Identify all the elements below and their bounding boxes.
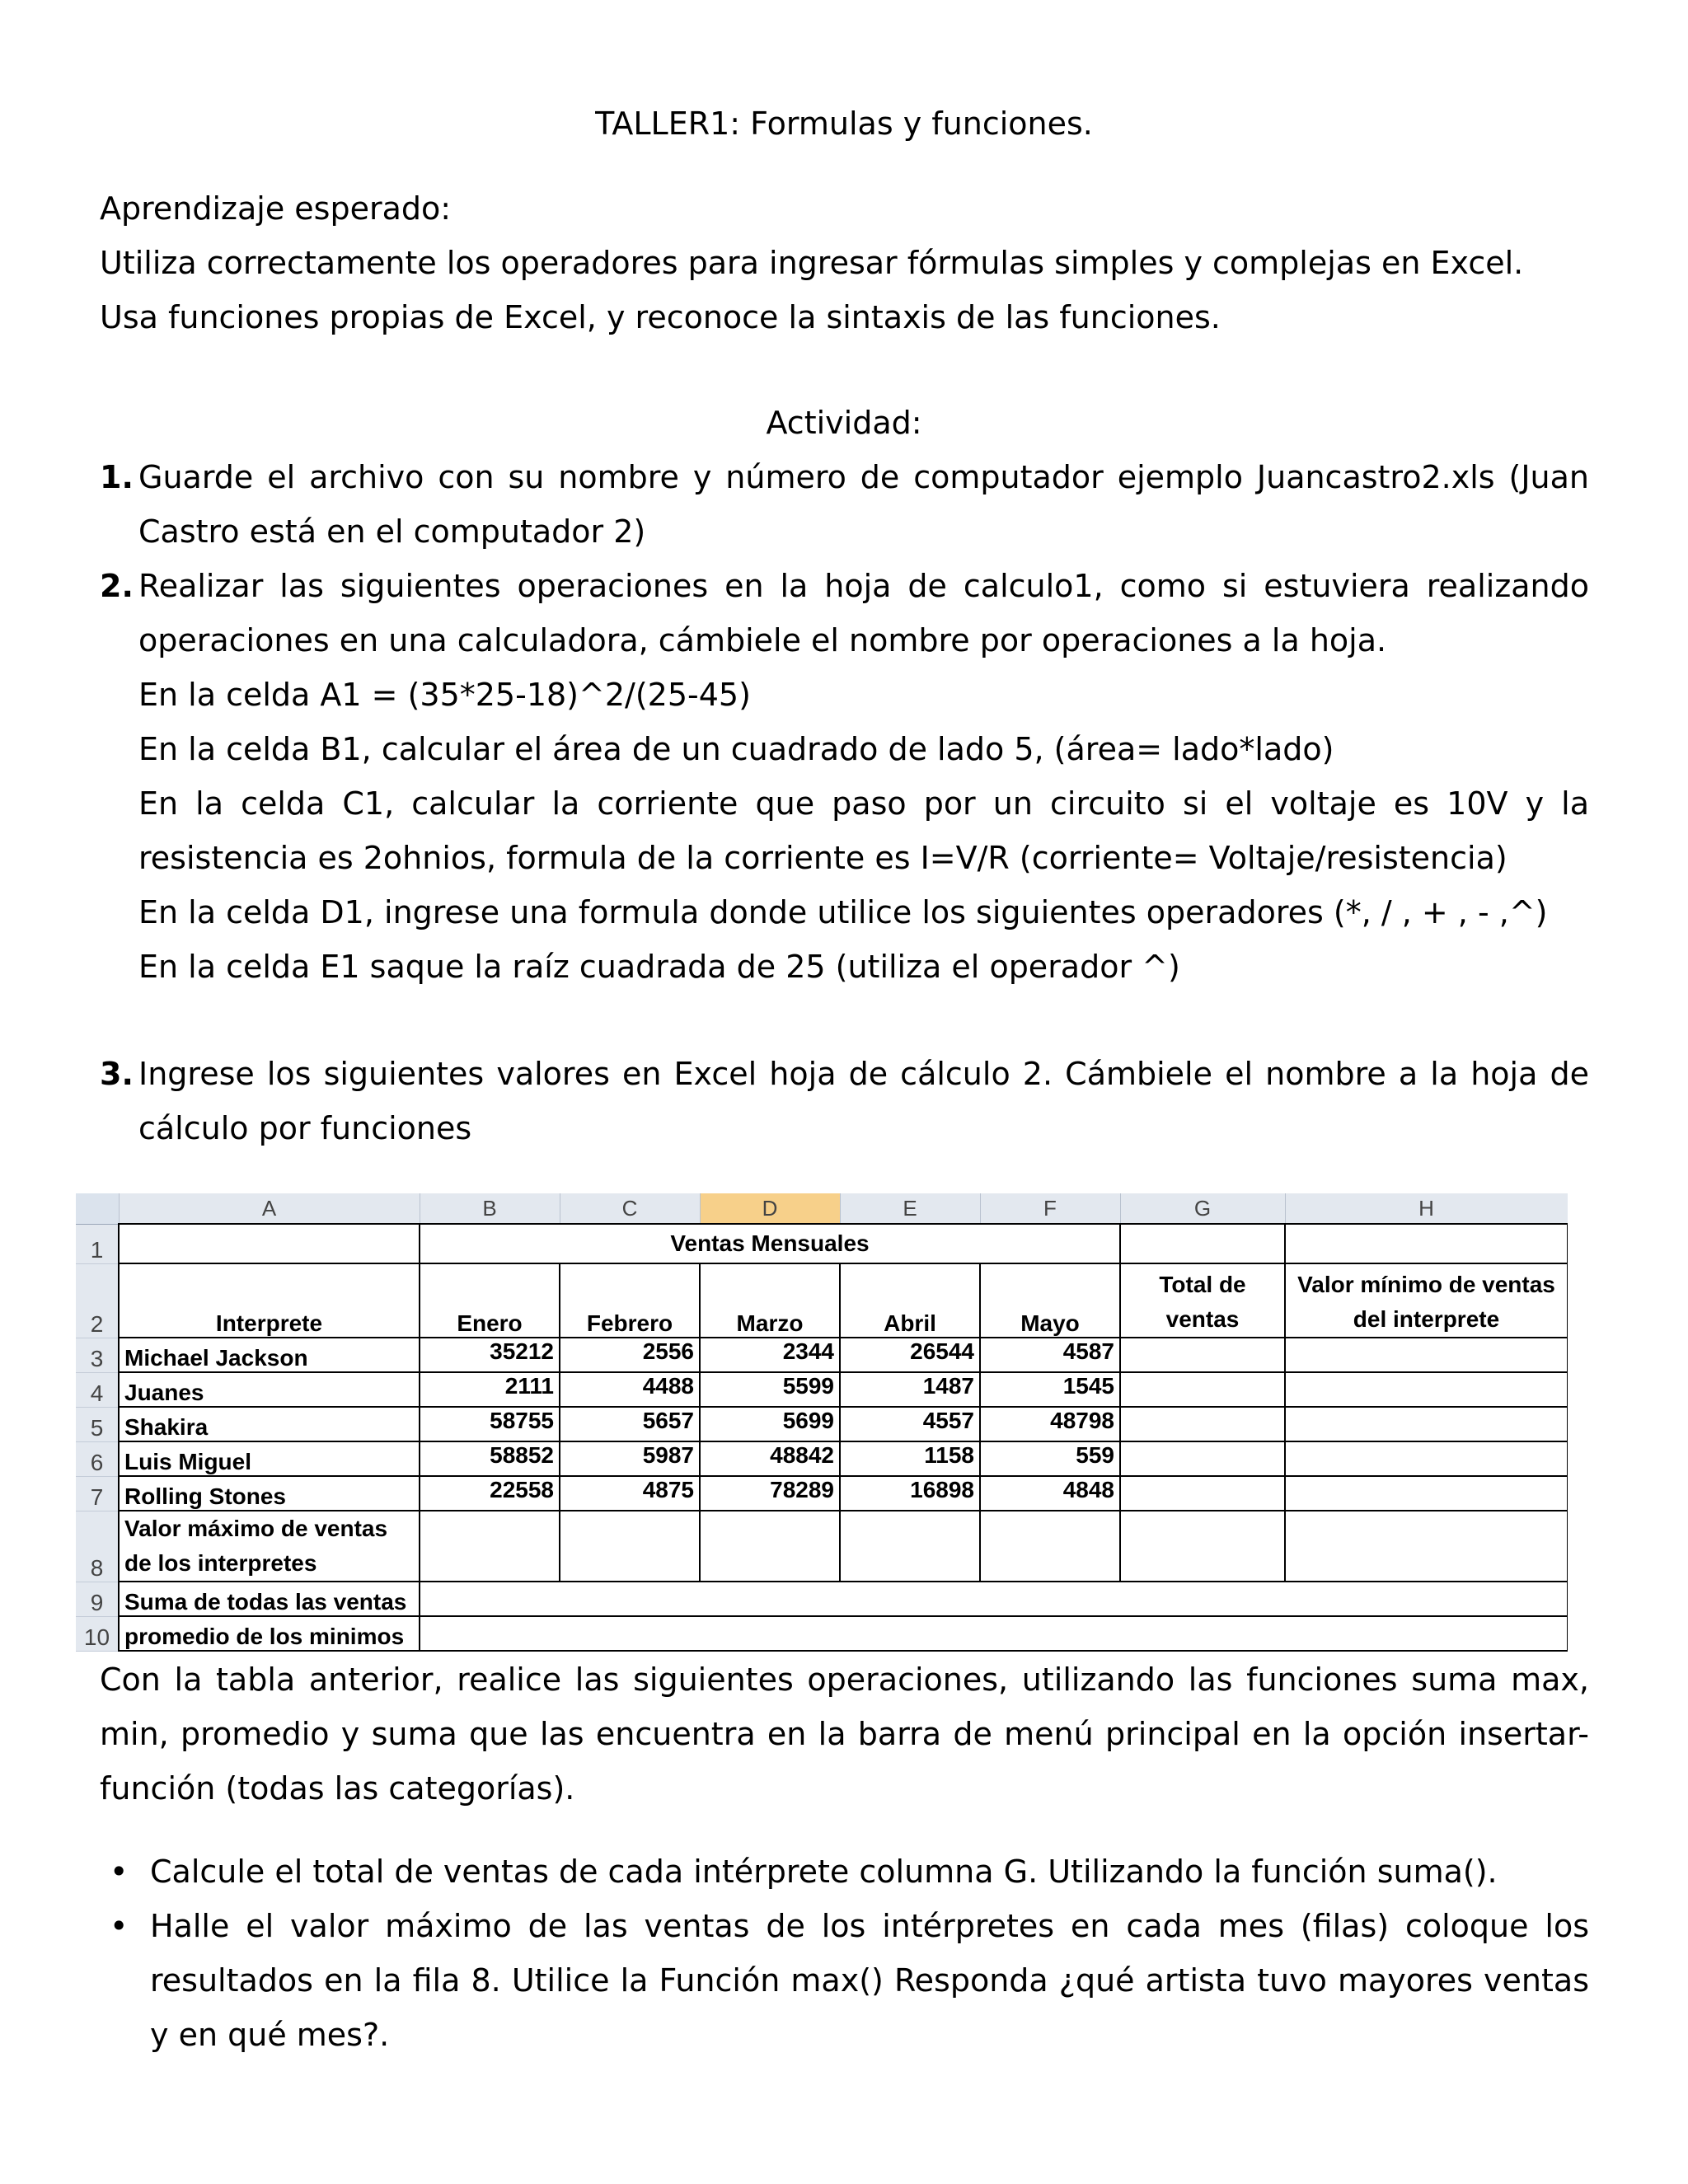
bullet-icon: • bbox=[110, 1908, 129, 1944]
document-title: TALLER1: Formulas y funciones. bbox=[595, 105, 1093, 142]
column-header: H bbox=[1285, 1193, 1568, 1224]
sales-value: 5657 bbox=[560, 1407, 700, 1441]
label-max: Valor máximo de ventas de los interpretes bbox=[119, 1511, 420, 1582]
activity-list bbox=[100, 450, 1589, 994]
sales-value: 1158 bbox=[840, 1441, 980, 1476]
sales-value: 16898 bbox=[840, 1476, 980, 1511]
cell bbox=[1120, 1441, 1285, 1476]
row-number: 4 bbox=[76, 1372, 119, 1407]
table-row bbox=[76, 1582, 1568, 1616]
item-text: Ingrese los siguientes valores en Excel hoja de cálculo 2. Cámbiele el nombre a la hoja de cálculo por funciones bbox=[138, 1056, 1589, 1146]
cell bbox=[1285, 1338, 1568, 1372]
table-row bbox=[76, 1441, 1568, 1476]
item-text: Guarde el archivo con su nombre y número de computador ejemplo Juancastro2.xls (Juan Castro está en el computador 2) bbox=[138, 459, 1589, 550]
sub-instruction-d1: En la celda D1, ingrese una formula donde utilice los siguientes operadores (*, / , + , - ,^) bbox=[138, 894, 1548, 930]
sales-value: 48798 bbox=[980, 1407, 1120, 1441]
sub-instruction-e1: En la celda E1 saque la raíz cuadrada de 25 (utiliza el operador ^) bbox=[138, 949, 1180, 985]
column-header-row bbox=[76, 1193, 1568, 1224]
cell bbox=[1120, 1224, 1285, 1263]
activity-list-2 bbox=[100, 1047, 1589, 1155]
cell bbox=[420, 1511, 560, 1582]
table-row bbox=[76, 1263, 1568, 1338]
select-all-corner bbox=[76, 1193, 119, 1224]
row-number: 5 bbox=[76, 1407, 119, 1441]
artist-name: Juanes bbox=[119, 1372, 420, 1407]
bullet-list bbox=[100, 1844, 1589, 2062]
column-header: E bbox=[840, 1193, 980, 1224]
cell bbox=[1285, 1511, 1568, 1582]
row-number: 1 bbox=[76, 1224, 119, 1263]
sales-value: 5699 bbox=[700, 1407, 840, 1441]
sales-value: 5987 bbox=[560, 1441, 700, 1476]
activity-item-2 bbox=[100, 559, 1589, 994]
row-number: 6 bbox=[76, 1441, 119, 1476]
table-row bbox=[76, 1224, 1568, 1263]
header-month: Mayo bbox=[980, 1263, 1120, 1338]
header-month: Marzo bbox=[700, 1263, 840, 1338]
cell bbox=[1285, 1407, 1568, 1441]
column-header: C bbox=[560, 1193, 700, 1224]
header-month: Febrero bbox=[560, 1263, 700, 1338]
bullet-text: Halle el valor máximo de las ventas de los intérpretes en cada mes (filas) coloque los resultados en la fila 8. Utilice la Función max() Responda ¿qué artista tuvo mayores ventas y en qué mes?. bbox=[150, 1908, 1589, 2053]
spreadsheet-image bbox=[76, 1193, 1568, 1658]
sales-value: 1545 bbox=[980, 1372, 1120, 1407]
merged-header-ventas: Ventas Mensuales bbox=[420, 1224, 1120, 1263]
sub-instruction-c1: En la celda C1, calcular la corriente que paso por un circuito si el voltaje es 10V y la resistencia es 2ohnios, formula de la corriente es I=V/R (corriente= Voltaje/resistencia) bbox=[138, 785, 1589, 876]
label-sum: Suma de todas las ventas bbox=[119, 1582, 420, 1616]
sales-value: 2111 bbox=[420, 1372, 560, 1407]
activity-item-3 bbox=[100, 1047, 1589, 1155]
item-number: 1. bbox=[100, 459, 134, 495]
objective-section bbox=[100, 181, 1589, 344]
bullet-item bbox=[100, 1844, 1589, 1899]
sales-value: 26544 bbox=[840, 1338, 980, 1372]
sales-value: 78289 bbox=[700, 1476, 840, 1511]
sales-value: 4875 bbox=[560, 1476, 700, 1511]
table-row bbox=[76, 1407, 1568, 1441]
table-row bbox=[76, 1476, 1568, 1511]
sales-table bbox=[76, 1193, 1568, 1652]
cell bbox=[119, 1224, 420, 1263]
header-month: Abril bbox=[840, 1263, 980, 1338]
bullet-icon: • bbox=[110, 1854, 129, 1890]
header-interprete: Interprete bbox=[119, 1263, 420, 1338]
sales-value: 4557 bbox=[840, 1407, 980, 1441]
cell bbox=[1120, 1338, 1285, 1372]
table-row bbox=[76, 1616, 1568, 1651]
sum-cell bbox=[420, 1582, 1568, 1616]
sales-value: 58852 bbox=[420, 1441, 560, 1476]
sales-value: 58755 bbox=[420, 1407, 560, 1441]
avg-cell bbox=[420, 1616, 1568, 1651]
sales-value: 5599 bbox=[700, 1372, 840, 1407]
column-header: A bbox=[119, 1193, 420, 1224]
cell bbox=[840, 1511, 980, 1582]
cell bbox=[1285, 1372, 1568, 1407]
sales-value: 4848 bbox=[980, 1476, 1120, 1511]
label-avg: promedio de los minimos bbox=[119, 1616, 420, 1651]
bullet-item bbox=[100, 1899, 1589, 2062]
column-header-selected: D bbox=[700, 1193, 840, 1224]
row-number: 2 bbox=[76, 1263, 119, 1338]
item-text: Realizar las siguientes operaciones en la hoja de calculo1, como si estuviera realizando operaciones en una calculadora, cámbiele el nombre por operaciones a la hoja. bbox=[138, 568, 1589, 658]
sub-instruction-b1: En la celda B1, calcular el área de un cuadrado de lado 5, (área= lado*lado) bbox=[138, 731, 1334, 767]
table-row bbox=[76, 1372, 1568, 1407]
cell bbox=[700, 1511, 840, 1582]
sales-value: 48842 bbox=[700, 1441, 840, 1476]
cell bbox=[1120, 1476, 1285, 1511]
table-row bbox=[76, 1338, 1568, 1372]
activity-heading: Actividad: bbox=[766, 405, 922, 441]
sales-value: 35212 bbox=[420, 1338, 560, 1372]
sales-value: 2344 bbox=[700, 1338, 840, 1372]
column-header: F bbox=[980, 1193, 1120, 1224]
item-number: 3. bbox=[100, 1056, 134, 1092]
cell bbox=[1285, 1224, 1568, 1263]
cell bbox=[1120, 1372, 1285, 1407]
sales-value: 2556 bbox=[560, 1338, 700, 1372]
bullet-text: Calcule el total de ventas de cada intérprete columna G. Utilizando la función suma(). bbox=[150, 1854, 1498, 1890]
objective-line-2: Usa funciones propias de Excel, y reconoce la sintaxis de las funciones. bbox=[100, 299, 1221, 335]
sales-value: 4488 bbox=[560, 1372, 700, 1407]
artist-name: Michael Jackson bbox=[119, 1338, 420, 1372]
row-number: 8 bbox=[76, 1511, 119, 1582]
row-number: 7 bbox=[76, 1476, 119, 1511]
row-number: 9 bbox=[76, 1582, 119, 1616]
objective-heading: Aprendizaje esperado: bbox=[100, 190, 452, 227]
cell bbox=[560, 1511, 700, 1582]
cell bbox=[1120, 1511, 1285, 1582]
row-number: 10 bbox=[76, 1616, 119, 1651]
header-min: Valor mínimo de ventas del interprete bbox=[1285, 1263, 1568, 1338]
row-number: 3 bbox=[76, 1338, 119, 1372]
cell bbox=[980, 1511, 1120, 1582]
cell bbox=[1285, 1476, 1568, 1511]
artist-name: Shakira bbox=[119, 1407, 420, 1441]
cell bbox=[1285, 1441, 1568, 1476]
after-table-paragraph: Con la tabla anterior, realice las siguientes operaciones, utilizando las funciones suma max, min, promedio y suma que las encuentra en la barra de menú principal en la opción insertar-función (todas las categorías). bbox=[100, 1661, 1589, 1807]
column-header: G bbox=[1120, 1193, 1285, 1224]
objective-line-1: Utiliza correctamente los operadores para ingresar fórmulas simples y complejas en Excel. bbox=[100, 245, 1524, 281]
item-number: 2. bbox=[100, 568, 134, 604]
sub-instruction-a1: En la celda A1 = (35*25-18)^2/(25-45) bbox=[138, 677, 751, 713]
artist-name: Luis Miguel bbox=[119, 1441, 420, 1476]
cell bbox=[1120, 1407, 1285, 1441]
sales-value: 1487 bbox=[840, 1372, 980, 1407]
activity-item-1 bbox=[100, 450, 1589, 559]
table-row bbox=[76, 1511, 1568, 1582]
column-header: B bbox=[420, 1193, 560, 1224]
sales-value: 4587 bbox=[980, 1338, 1120, 1372]
sales-value: 22558 bbox=[420, 1476, 560, 1511]
sales-value: 559 bbox=[980, 1441, 1120, 1476]
artist-name: Rolling Stones bbox=[119, 1476, 420, 1511]
header-month: Enero bbox=[420, 1263, 560, 1338]
header-total: Total de ventas bbox=[1120, 1263, 1285, 1338]
